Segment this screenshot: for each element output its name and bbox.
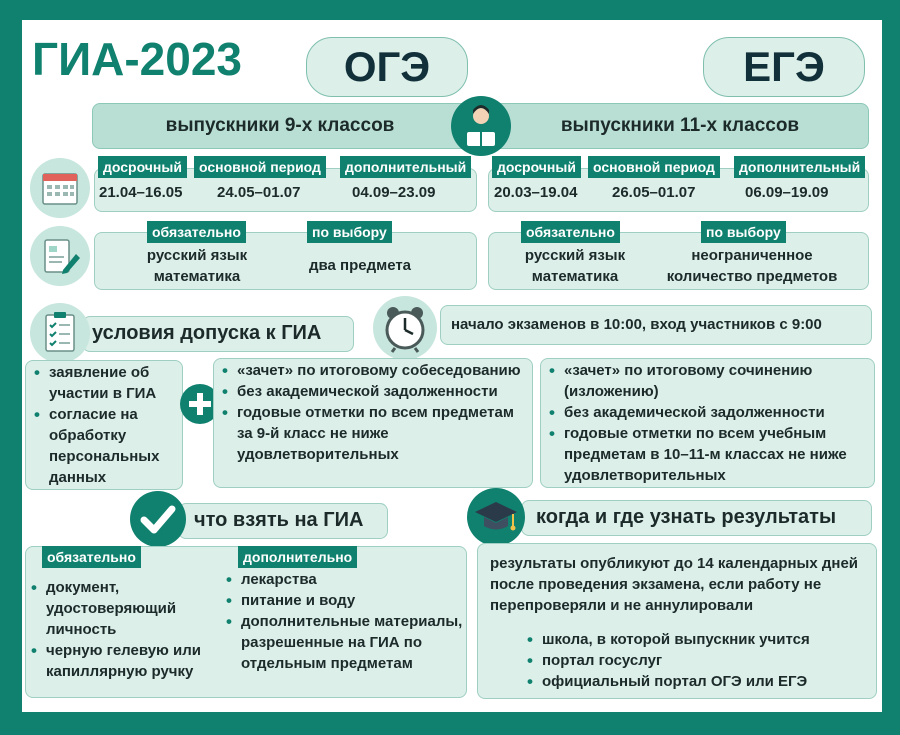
list-item: • годовые отметки по всем предметам за 9-й класс не ниже удовлетворительных: [222, 402, 532, 465]
oge-period-label-early: досрочный: [98, 156, 187, 178]
admission-heading: условия допуска к ГИА: [92, 322, 322, 344]
ege-period-label-main: основной период: [588, 156, 720, 178]
admission-ege-list: [549, 360, 874, 486]
ege-period-label-extra: дополнительный: [734, 156, 865, 178]
oge-period-dates-main: 24.05–01.07: [217, 184, 301, 201]
calendar-icon: [30, 158, 90, 218]
oge-mandatory-line-1: русский язык: [146, 247, 248, 264]
ege-period-label-early: досрочный: [492, 156, 581, 178]
list-item: • без академической задолженности: [222, 381, 532, 402]
student-reading-icon: [451, 96, 511, 156]
list-item: • «зачет» по итоговому собеседованию: [222, 360, 532, 381]
ege-choice-line-1: неограниченное: [691, 247, 813, 264]
ege-choice-line-2: количество предметов: [666, 268, 838, 285]
ege-mandatory-tag: обязательно: [521, 221, 620, 243]
list-item: • документ, удостоверяющий личность: [31, 577, 221, 640]
list-item: • официальный портал ОГЭ или ЕГЭ: [527, 671, 867, 692]
oge-mandatory-tag: обязательно: [147, 221, 246, 243]
oge-period-label-main: основной период: [194, 156, 326, 178]
list-item: • школа, в которой выпускник учится: [527, 629, 867, 650]
oge-mandatory-line-2: математика: [153, 268, 241, 285]
bring-extra-list: [226, 569, 464, 674]
checkmark-icon: [130, 491, 186, 547]
oge-audience: выпускники 9-х классов: [165, 115, 395, 136]
list-item: • годовые отметки по всем учебным предметам в 10–11-м классах не ниже удовлетворительных: [549, 423, 874, 486]
bring-mandatory-tag: обязательно: [42, 546, 141, 568]
list-item: • согласие на обработку персональных данных: [34, 404, 179, 488]
ege-period-dates-extra: 06.09–19.09: [745, 184, 829, 201]
ege-audience: выпускники 11-х классов: [560, 115, 800, 136]
ege-mandatory-line-2: математика: [531, 268, 619, 285]
ege-pill: ЕГЭ: [703, 37, 865, 97]
oge-choice-line-1: два предмета: [308, 257, 412, 274]
admission-common-list: [34, 362, 179, 488]
admission-oge-list: [222, 360, 532, 465]
exam-form-icon: [30, 226, 90, 286]
list-item: • портал госуслуг: [527, 650, 867, 671]
list-item: • заявление об участии в ГИА: [34, 362, 179, 404]
list-item: • лекарства: [226, 569, 464, 590]
list-item: • дополнительные материалы, разрешенные на ГИА по отдельным предметам: [226, 611, 464, 674]
start-info: начало экзаменов в 10:00, вход участников с 9:00: [451, 316, 822, 333]
graduation-cap-icon: [467, 488, 525, 546]
bring-extra-tag: дополнительно: [238, 546, 357, 568]
oge-period-dates-extra: 04.09–23.09: [352, 184, 436, 201]
oge-pill: ОГЭ: [306, 37, 468, 97]
oge-period-dates-early: 21.04–16.05: [99, 184, 183, 201]
ege-period-dates-early: 20.03–19.04: [494, 184, 578, 201]
list-item: • питание и воду: [226, 590, 464, 611]
results-heading: когда и где узнать результаты: [536, 506, 837, 528]
results-text: результаты опубликуют до 14 календарных дней после проведения экзамена, если работу не перепроверяли и не аннулировали: [490, 555, 859, 614]
bring-heading: что взять на ГИА: [194, 509, 364, 531]
oge-choice-tag: по выбору: [307, 221, 392, 243]
list-item: • без академической задолженности: [549, 402, 874, 423]
page-title: ГИА-2023: [32, 33, 243, 85]
ege-period-dates-main: 26.05–01.07: [612, 184, 696, 201]
alarm-clock-icon: [373, 296, 437, 360]
list-item: • черную гелевую или капиллярную ручку: [31, 640, 221, 682]
list-item: • «зачет» по итоговому сочинению (изложению): [549, 360, 874, 402]
oge-period-label-extra: дополнительный: [340, 156, 471, 178]
ege-choice-tag: по выбору: [701, 221, 786, 243]
checklist-icon: [30, 303, 90, 363]
results-where-list: [527, 629, 867, 692]
ege-mandatory-line-1: русский язык: [524, 247, 626, 264]
bring-mandatory-list: [31, 577, 221, 682]
